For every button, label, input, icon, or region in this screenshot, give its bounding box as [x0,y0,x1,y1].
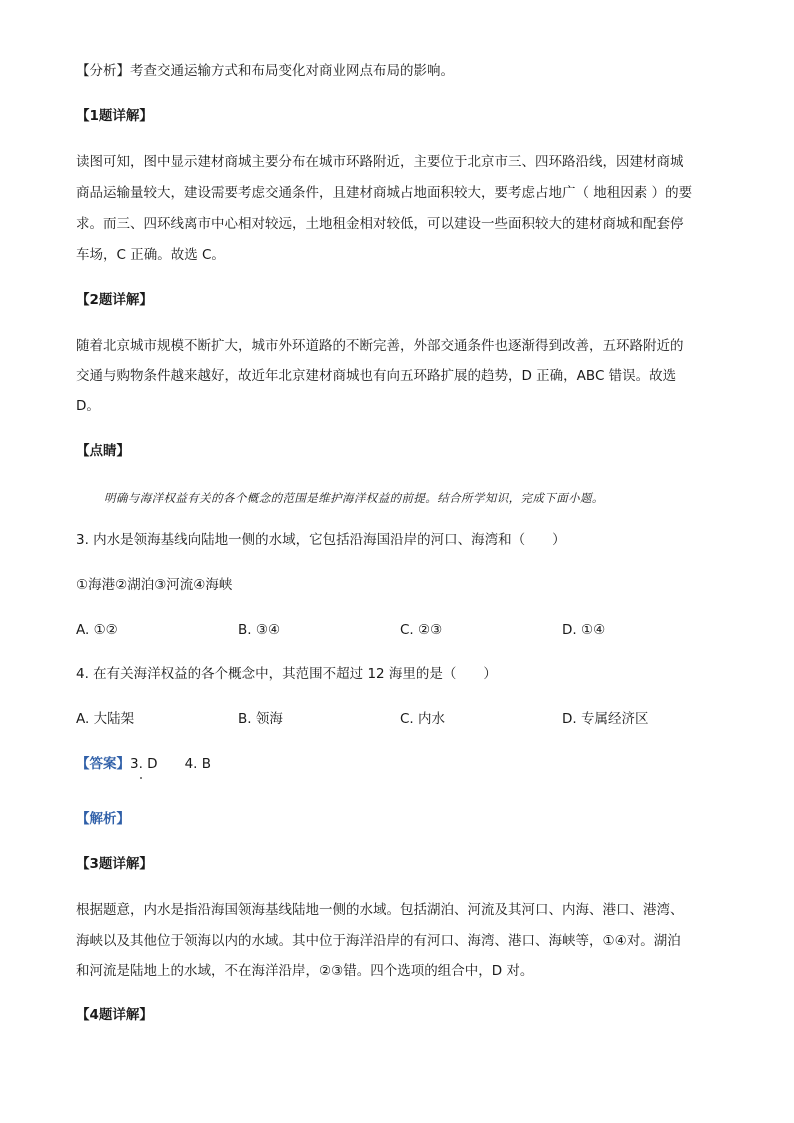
q4-heading: 【4题详解】 [76,1007,153,1023]
q3-explain-line-1: 根据题意，内水是指沿海国领海基线陆地一侧的水域。包括湖泊、河流及其河口、内海、港口、港湾、 [76,902,684,918]
q4-option-b[interactable]: B. 领海 [238,711,283,727]
q1-line-1: 读图可知，图中显示建材商城主要分布在城市环路附近，主要位于北京市三、四环路沿线，因建材商城 [76,154,684,170]
q3-option-d[interactable]: D. ①④ [562,622,606,638]
answer-label: 【答案】 [76,756,130,772]
q3-explain-line-2: 海峡以及其他位于领海以内的水域。其中位于海洋沿岸的有河口、海湾、港口、海峡等，①④对。湖泊 [76,933,681,949]
q3-stem: 3. 内水是领海基线向陆地一侧的水域，它包括沿海国沿岸的河口、海湾和（ ） [76,532,566,548]
q3-choices: ①海港②湖泊③河流④海峡 [76,577,233,593]
answer-line [76,755,716,773]
q1-line-2: 商品运输量较大，建设需要考虑交通条件，且建材商城占地面积较大，要考虑占地广（ 地租因素 ）的要 [76,185,693,201]
q2-line-3: D。 [76,398,100,414]
q4-option-d[interactable]: D. 专属经济区 [562,711,649,727]
jiexi-heading: 【解析】 [76,811,130,827]
stray-dot [140,777,142,779]
q4-option-a[interactable]: A. 大陆架 [76,711,135,727]
q3-option-c[interactable]: C. ②③ [400,622,443,638]
q2-line-1: 随着北京城市规模不断扩大，城市外环道路的不断完善，外部交通条件也逐渐得到改善，五环路附近的 [76,338,684,354]
q2-line-2: 交通与购物条件越来越好，故近年北京建材商城也有向五环路扩展的趋势，D 正确，ABC 错误。故选 [76,368,677,384]
q1-line-4: 车场，C 正确。故选 C。 [76,247,225,263]
answer-text: 3. D 4. B [130,756,211,772]
q3-heading: 【3题详解】 [76,856,153,872]
analysis-line: 【分析】考查交通运输方式和布局变化对商业网点布局的影响。 [76,63,454,79]
q4-option-c[interactable]: C. 内水 [400,711,446,727]
intro-note: 明确与海洋权益有关的各个概念的范围是维护海洋权益的前提。结合所学知识，完成下面小题。 [104,491,604,505]
q1-line-3: 求。而三、四环线离市中心相对较远，土地租金相对较低，可以建设一些面积较大的建材商城和配套停 [76,216,684,232]
q1-heading: 【1题详解】 [76,108,153,124]
q3-option-b[interactable]: B. ③④ [238,622,281,638]
q4-stem: 4. 在有关海洋权益的各个概念中，其范围不超过 12 海里的是（ ） [76,666,497,682]
q2-heading: 【2题详解】 [76,292,153,308]
q3-option-a[interactable]: A. ①② [76,622,118,638]
point-heading: 【点睛】 [76,443,130,459]
q3-explain-line-3: 和河流是陆地上的水域，不在海洋沿岸，②③错。四个选项的组合中，D 对。 [76,963,534,979]
